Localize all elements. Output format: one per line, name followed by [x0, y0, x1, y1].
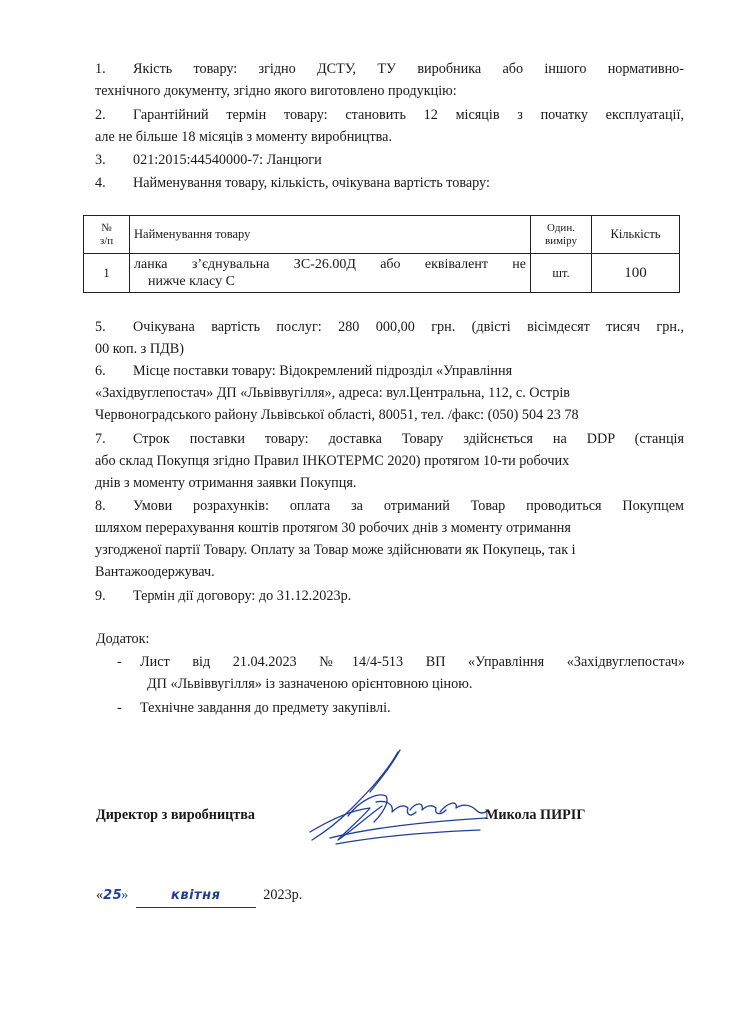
header-unit-line1: Один.: [547, 221, 575, 234]
clause-text-cont2: узгодженої партії Товару. Оплату за Товар може здійснювати як Покупець, так і: [95, 542, 576, 558]
header-unit-line2: виміру: [545, 234, 577, 247]
header-qty: Кількість: [592, 216, 680, 254]
header-num-line2: з/п: [99, 234, 114, 247]
clause-7: [95, 428, 684, 494]
clause-1: [95, 58, 684, 102]
clause-text-cont3: Вантажоодержувач.: [95, 564, 215, 580]
annex-text: Лист від 21.04.2023 №14/4-513 ВП «Управління «Західвуглепостач»: [140, 654, 685, 670]
clause-number: 1.: [95, 61, 106, 77]
date-day: 25: [103, 888, 123, 903]
clause-text: 021:2015:44540000-7: Ланцюги: [133, 152, 322, 168]
clause-text-cont: або склад Покупця згідно Правил ІНКОТЕРМС 2020) протягом 10-ти робочих: [95, 453, 570, 469]
row-qty: 100: [592, 254, 680, 293]
clause-text-cont: але не більше 18 місяців з моменту виробництва.: [95, 129, 393, 145]
row-name-line1: ланка з’єднувальна ЗС-26.00Д або еквівалент не: [134, 257, 526, 272]
clause-number: 4.: [95, 175, 106, 191]
clause-8: [95, 495, 684, 583]
annex-item-2: [117, 697, 685, 719]
clause-text-cont: 00 коп. з ПДВ): [95, 341, 184, 357]
date-close-quote: »: [121, 887, 129, 903]
clause-number: 5.: [95, 319, 106, 335]
clause-text-cont2: Червоноградського району Львівської області, 80051, тел. /факс: (050) 504 23 78: [95, 407, 579, 423]
clause-2: [95, 104, 684, 148]
clause-text: Найменування товару, кількість, очікувана вартість товару:: [133, 175, 490, 191]
clause-text: Умови розрахунків: оплата за отриманий Товар проводиться Покупцем: [133, 498, 684, 514]
clause-4: [95, 172, 684, 194]
clause-6: [95, 360, 684, 426]
annex-text-cont: ДП «Львіввугілля» із зазначеною орієнтовною ціною.: [147, 676, 473, 692]
table-header-row: [84, 216, 680, 254]
row-name: [130, 254, 531, 293]
clause-text: Місце поставки товару: Відокремлений підрозділ «Управління: [133, 363, 513, 379]
annex-item-1: [117, 651, 685, 695]
clause-text: Гарантійний термін товару: становить 12 місяців з початку експлуатації,: [133, 107, 684, 123]
clause-text-cont: «Західвуглепостач» ДП «Львіввугілля», адреса: вул.Центральна, 112, с. Острів: [95, 385, 570, 401]
clause-number: 8.: [95, 498, 106, 514]
handwritten-signature: [290, 740, 490, 850]
signatory-name: Микола ПИРІГ: [485, 807, 586, 823]
annex-dash: -: [117, 654, 122, 670]
clause-text: Якість товару: згідно ДСТУ, ТУ виробника або іншого нормативно-: [133, 61, 684, 77]
header-num-line1: №: [101, 221, 112, 234]
table-row: [84, 254, 680, 293]
clause-number: 7.: [95, 431, 106, 447]
clause-5: [95, 316, 684, 360]
clause-text-cont2: днів з моменту отримання заявки Покупця.: [95, 475, 357, 491]
clause-text: Очікувана вартість послуг: 280 000,00 грн. (двісті вісімдесят тисяч грн.,: [133, 319, 684, 335]
row-num: 1: [84, 254, 130, 293]
date-month: квітня: [136, 885, 256, 908]
signature-date: [96, 884, 302, 908]
row-unit: шт.: [531, 254, 592, 293]
clause-text-cont: технічного документу, згідно якого виготовлено продукцію:: [95, 83, 457, 99]
goods-table: [83, 215, 680, 293]
annex-dash: -: [117, 700, 122, 716]
signatory-position: Директор з виробництва: [96, 807, 256, 823]
clause-9: [95, 585, 684, 607]
header-unit: [531, 216, 592, 254]
header-name: Найменування товару: [130, 216, 531, 254]
clause-number: 2.: [95, 107, 106, 123]
clause-number: 6.: [95, 363, 106, 379]
row-name-line2: нижче класу С: [148, 274, 235, 289]
clause-text: Термін дії договору: до 31.12.2023р.: [133, 588, 352, 604]
annex-title: Додаток:: [96, 631, 150, 647]
date-year: 2023р.: [263, 887, 303, 903]
clause-text-cont: шляхом перерахування коштів протягом 30 робочих днів з моменту отримання: [95, 520, 571, 536]
date-open-quote: «: [96, 887, 104, 903]
clause-text: Строк поставки товару: доставка Товару здійснється на DDP (станція: [133, 431, 684, 447]
annex-text: Технічне завдання до предмету закупівлі.: [140, 700, 391, 716]
clause-number: 9.: [95, 588, 106, 604]
clause-3: [95, 149, 684, 171]
clause-number: 3.: [95, 152, 106, 168]
header-num: [84, 216, 130, 254]
